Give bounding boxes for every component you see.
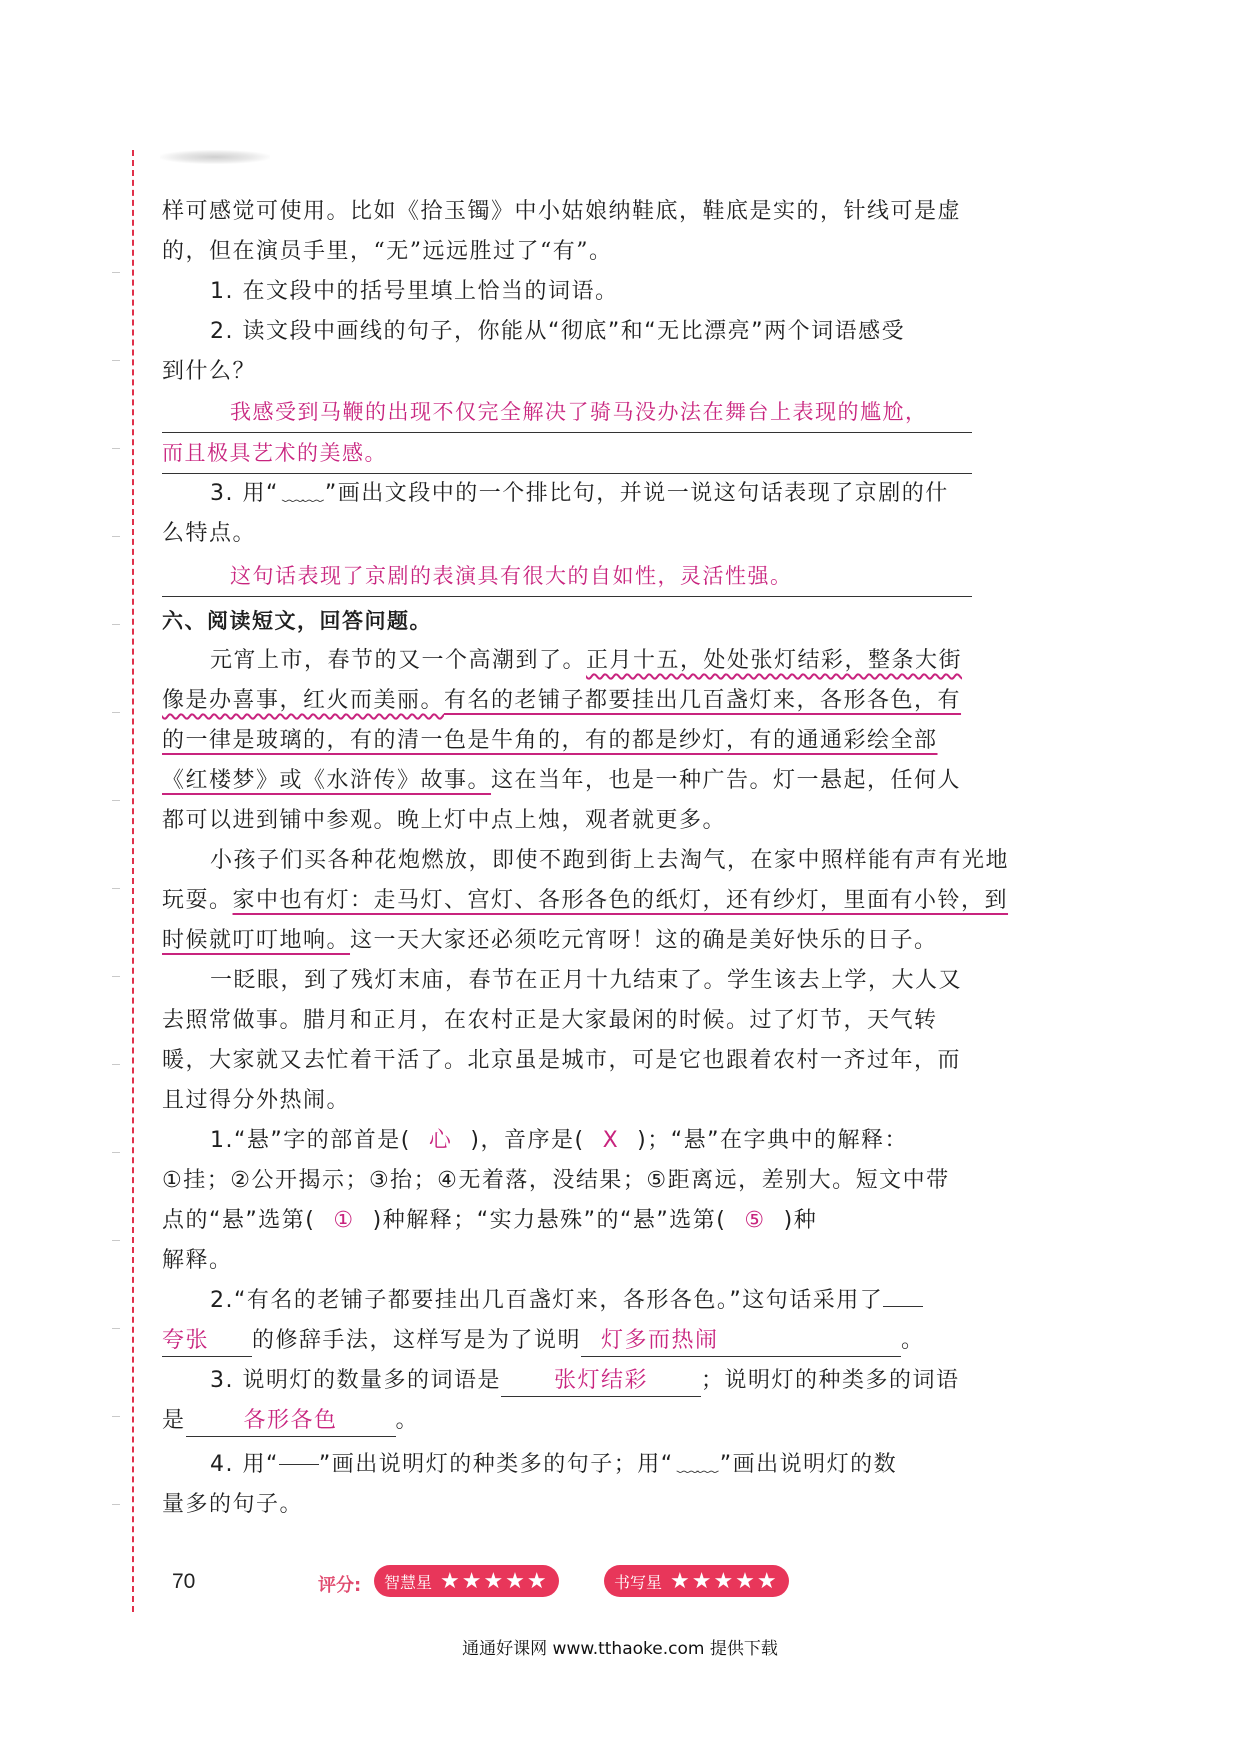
wavy-line-symbol: ﹏﹏ [676, 1452, 717, 1477]
passage-line: 时候就叮叮地响。这一天大家还必须吃元宵呀！这的确是美好快乐的日子。 [162, 928, 938, 953]
passage-line: 的，但在演员手里，“无”远远胜过了“有”。 [162, 239, 613, 264]
question-text: 2. 读文段中画线的句子，你能从“彻底”和“无比漂亮”两个词语感受 [210, 319, 906, 344]
margin-tick [112, 888, 120, 889]
question-text: 1. 在文段中的括号里填上恰当的词语。 [210, 279, 619, 304]
margin-tick [112, 800, 120, 801]
passage-line: 小孩子们买各种花炮燃放，即使不跑到街上去淘气，在家中照样能有声有光地 [210, 848, 1010, 873]
margin-tick [112, 712, 120, 713]
score-label: 评分: [318, 1575, 362, 1596]
answer-quantity-word: 张灯结彩 [501, 1366, 701, 1397]
passage-line: 暖，大家就又去忙着干活了。北京虽是城市，可是它也跟着农村一齐过年，而 [162, 1048, 962, 1073]
question-text: 到什么？ [162, 359, 257, 384]
passage-line: 且过得分外热闹。 [162, 1088, 351, 1113]
badge-label: 智慧星 [384, 1572, 433, 1592]
margin-tick [112, 448, 120, 449]
margin-tick [112, 1152, 120, 1153]
margin-dashed-line [132, 150, 134, 1612]
answer-line: 而且极具艺术的美感。 [162, 433, 972, 474]
wavy-line-symbol: ﹏﹏ [281, 481, 322, 506]
passage-line: 的一律是玻璃的，有的清一色是牛角的，有的都是纱灯，有的通通彩绘全部 [162, 728, 938, 753]
passage-line: 去照常做事。腊月和正月，在农村正是大家最闲的时候。过了灯节，天气转 [162, 1008, 938, 1033]
passage-line: 样可感觉可使用。比如《拾玉镯》中小姑娘纳鞋底，鞋底是实的，针线可是虚 [162, 199, 962, 224]
question-text: 1.“悬”字的部首是( 心 )，音序是( X )；“悬”在字典中的解释： [210, 1128, 909, 1153]
answer-letter: X [602, 1128, 620, 1153]
answer-line: 这句话表现了京剧的表演具有很大的自如性，灵活性强。 [162, 556, 972, 597]
passage-line: 都可以进到铺中参观。晚上灯中点上烛，观者就更多。 [162, 808, 727, 833]
passage-line: 像是办喜事，红火而美丽。有名的老铺子都要挂出几百盏灯来，各形各色，有 [162, 688, 962, 713]
margin-tick [112, 624, 120, 625]
question-text: 解释。 [162, 1248, 233, 1273]
answer-line: 我感受到马鞭的出现不仅完全解决了骑马没办法在舞台上表现的尴尬， [162, 392, 972, 433]
badge-label: 书写星 [614, 1572, 663, 1592]
answer-choice: ⑤ [744, 1208, 766, 1233]
scan-smudge [160, 150, 270, 164]
passage-line: 一眨眼，到了残灯末庙，春节在正月十九结束了。学生该去上学，大人又 [210, 968, 963, 993]
margin-tick [112, 536, 120, 537]
question-text: 2.“有名的老铺子都要挂出几百盏灯来，各形各色。”这句话采用了 [162, 1281, 972, 1321]
page-number: 70 [172, 1570, 196, 1593]
question-text: 夸张 的修辞手法，这样写是为了说明 灯多而热闹 。 [162, 1321, 972, 1361]
margin-tick [112, 976, 120, 977]
question-text: 点的“悬”选第( ① )种解释；“实力悬殊”的“悬”选第( ⑤ )种 [162, 1208, 818, 1233]
margin-tick [112, 360, 120, 361]
margin-tick [112, 1328, 120, 1329]
passage-line: 《红楼梦》或《水浒传》故事。这在当年，也是一种广告。灯一悬起，任何人 [162, 768, 962, 793]
question-text: ①挂；②公开揭示；③抬；④无着落，没结果；⑤距离远，差别大。短文中带 [162, 1168, 950, 1193]
margin-tick [112, 1504, 120, 1505]
question-text: 量多的句子。 [162, 1492, 304, 1517]
straight-line-symbol [279, 1464, 319, 1465]
answer-device: 夸张 [162, 1326, 252, 1357]
answer-purpose: 灯多而热闹 [581, 1326, 901, 1357]
passage-line: 元宵上市，春节的又一个高潮到了。正月十五，处处张灯结彩，整条大街 [210, 648, 963, 673]
question-text: 3. 用“ ﹏﹏ ”画出文段中的一个排比句，并说一说这句话表现了京剧的什 [162, 474, 972, 514]
answer-choice: ① [333, 1208, 355, 1233]
star-rating-icon: ★★★★★ [440, 1568, 549, 1594]
answer-variety-word: 各形各色 [186, 1406, 396, 1437]
writing-star-badge [604, 1565, 789, 1597]
margin-tick [112, 1416, 120, 1417]
margin-tick [112, 1064, 120, 1065]
question-text: 是 各形各色 。 [162, 1401, 972, 1441]
section-heading: 六、阅读短文，回答问题。 [162, 609, 432, 633]
passage-line: 玩耍。家中也有灯：走马灯、宫灯、各形各色的纸灯，还有纱灯，里面有小铃，到 [162, 888, 1009, 913]
question-text: 么特点。 [162, 521, 257, 546]
download-caption: 通通好课网 www.tthaoke.com 提供下载 [462, 1639, 778, 1659]
margin-tick [112, 1240, 120, 1241]
answer-radical: 心 [428, 1128, 453, 1153]
wisdom-star-badge [374, 1565, 559, 1597]
margin-tick [112, 272, 120, 273]
star-rating-icon: ★★★★★ [670, 1568, 779, 1594]
worksheet-content [162, 192, 1010, 1525]
question-text: 4. 用“ ”画出说明灯的种类多的句子；用“ ﹏﹏ ”画出说明灯的数 [162, 1445, 972, 1485]
question-text: 3. 说明灯的数量多的词语是 张灯结彩 ；说明灯的种类多的词语 [162, 1361, 972, 1401]
